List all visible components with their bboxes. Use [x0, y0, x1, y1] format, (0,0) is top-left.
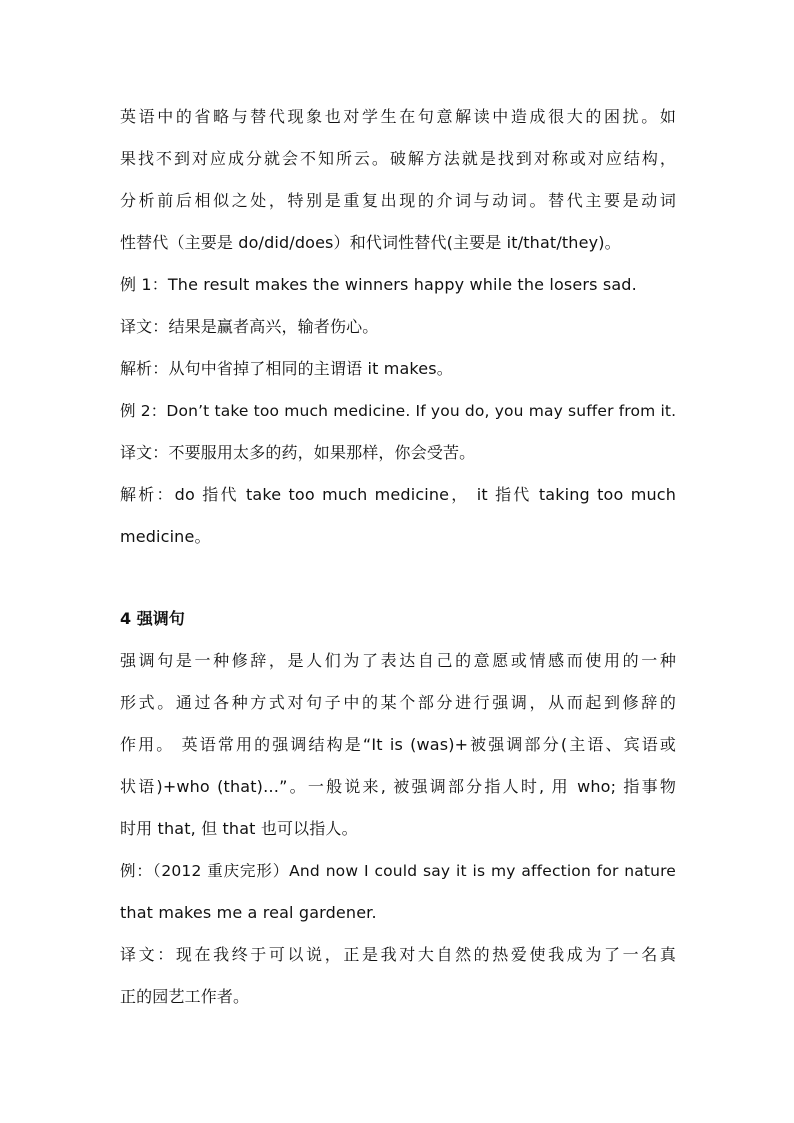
paragraph-line: 性替代（主要是 do/did/does）和代词性替代(主要是 it/that/they)。 [120, 233, 621, 252]
section-spacer [120, 558, 676, 598]
paragraph-line: 作用。 英语常用的强调结构是“It is (was)+被强调部分(主语、宾语或 [120, 735, 676, 754]
translation-2: 译文：不要服用太多的药，如果那样，你会受苦。 [120, 443, 476, 462]
paragraph-line: 强调句是一种修辞，是人们为了表达自己的意愿或情感而使用的一种 [120, 651, 676, 670]
analysis-2: 解析：do 指代 take too much medicine， it 指代 taking too much [120, 485, 676, 504]
paragraph-line: 英语中的省略与替代现象也对学生在句意解读中造成很大的困扰。如 [120, 107, 676, 126]
translation-emphasis: 译文：现在我终于可以说，正是我对大自然的热爱使我成为了一名真 [120, 945, 676, 964]
document-body [120, 96, 676, 1018]
translation-1: 译文：结果是赢者高兴，输者伤心。 [120, 317, 379, 336]
paragraph-line: 状语)+who (that)…”。一般说来, 被强调部分指人时, 用 who; 指事物 [120, 777, 676, 796]
paragraph-line: 分析前后相似之处，特别是重复出现的介词与动词。替代主要是动词 [120, 191, 676, 210]
example-2: 例 2：Don’t take too much medicine. If you do, you may suffer from it. [120, 402, 677, 420]
section-heading: 4 强调句 [120, 609, 185, 628]
translation-emphasis-continued: 正的园艺工作者。 [120, 987, 250, 1006]
analysis-2-continued: medicine。 [120, 527, 211, 546]
example-emphasis-continued: that makes me a real gardener. [120, 903, 377, 922]
analysis-1: 解析：从句中省掉了相同的主谓语 it makes。 [120, 359, 453, 378]
paragraph-line: 形式。通过各种方式对句子中的某个部分进行强调，从而起到修辞的 [120, 693, 676, 712]
paragraph-line: 时用 that, 但 that 也可以指人。 [120, 819, 358, 838]
example-1: 例 1：The result makes the winners happy while the losers sad. [120, 275, 637, 294]
paragraph-line: 果找不到对应成分就会不知所云。破解方法就是找到对称或对应结构， [120, 149, 676, 168]
example-emphasis: 例：（2012 重庆完形）And now I could say it is my affection for nature [120, 862, 676, 880]
